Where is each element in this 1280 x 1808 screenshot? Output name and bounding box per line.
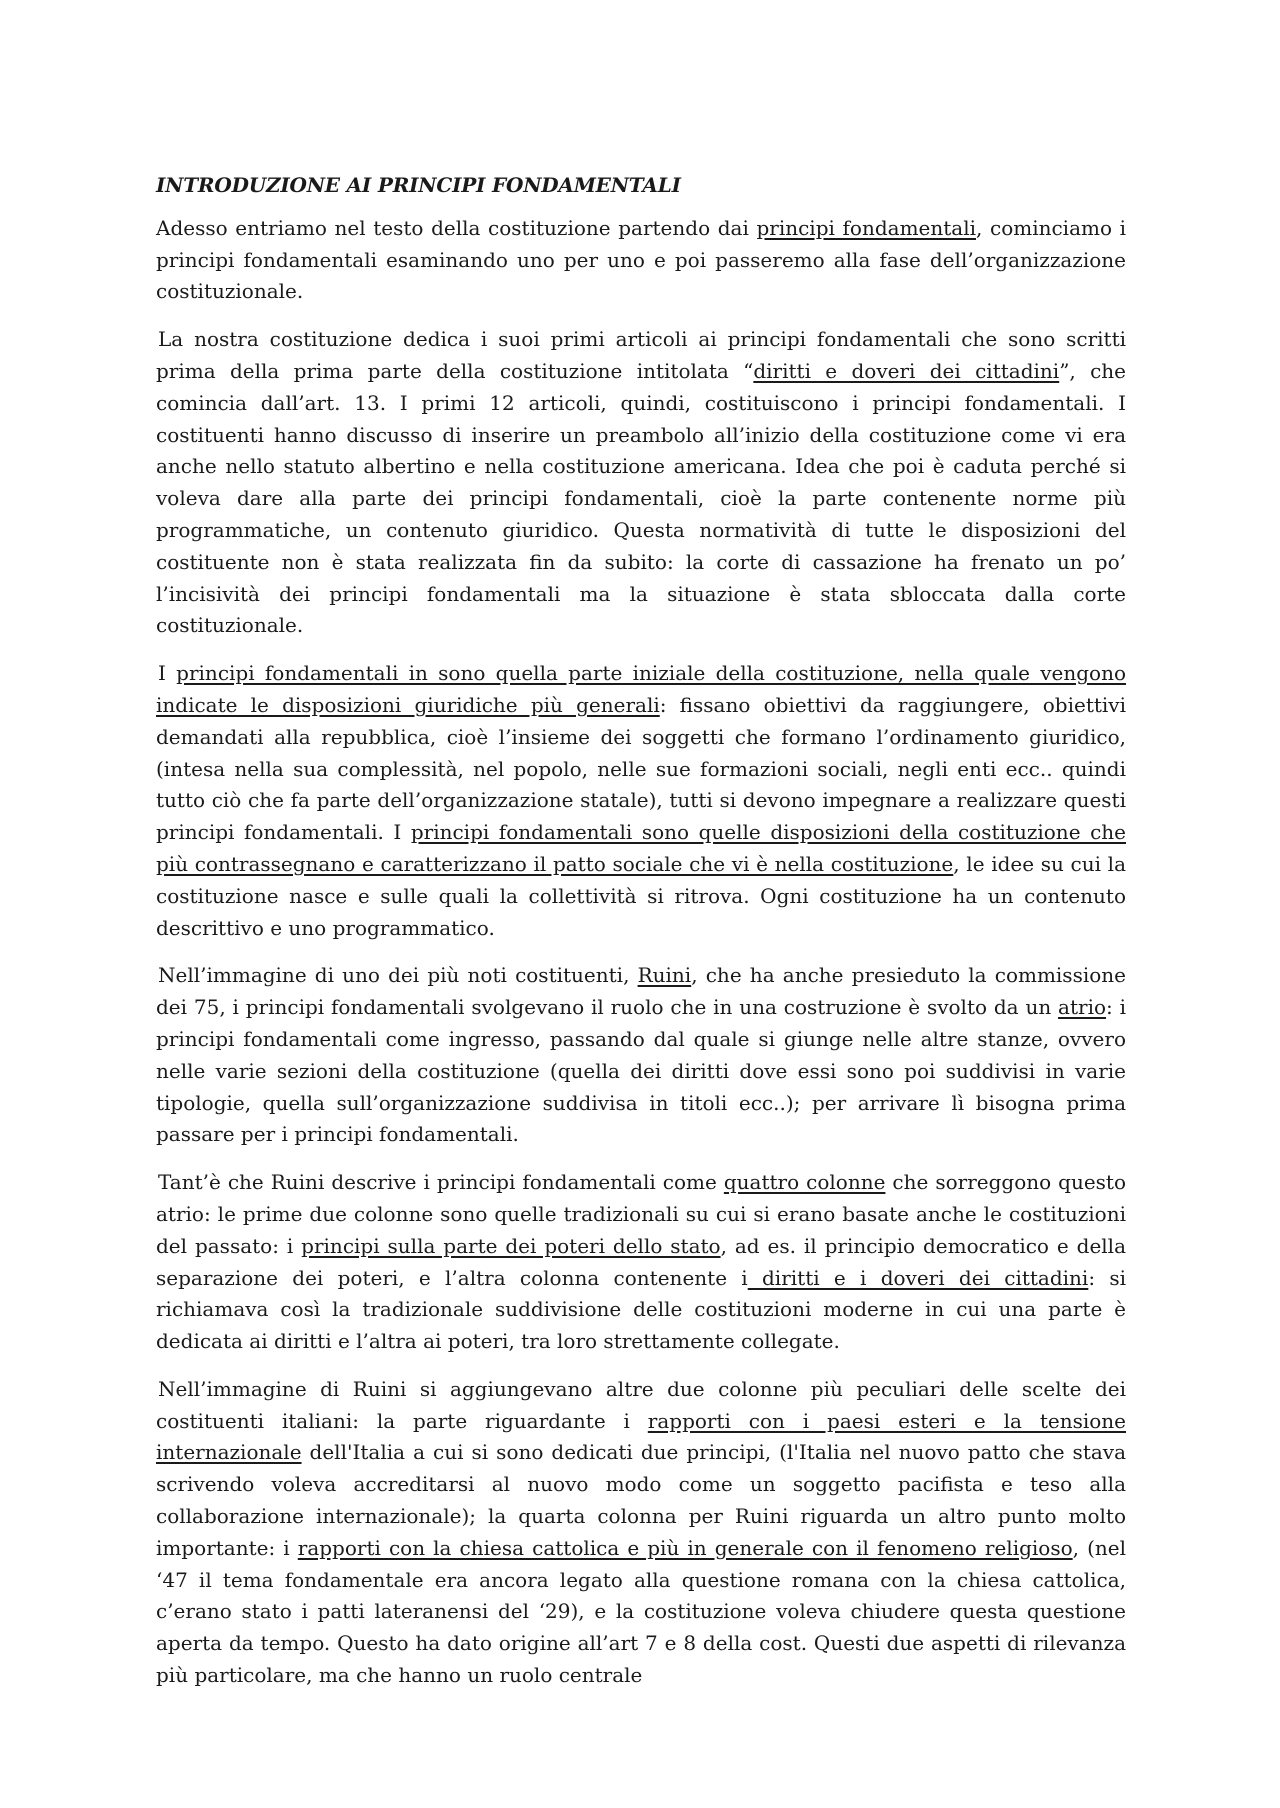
text-segment: ”, che comincia dall’art. 13. I primi 12 articoli, quindi, costituiscono i principi fondamentali. I costituenti hanno discusso di inserire un preambolo all’inizio della costituzione come vi era anche nello statuto albertino e nella costituzione americana. Idea che poi è caduta perché si voleva dare alla parte dei principi fondamentali, cioè la parte contenente norme più programmatiche, un contenuto giuridico. Questa normatività di tutte le disposizioni del costituente non è stata realizzata fin da subito: la corte di cassazione ha frenato un po’ l’incisività dei principi fondamentali ma la situazione è stata sbloccata dalla corte costituzionale. [156, 358, 1127, 638]
text-segment: Nell’immagine di Ruini si aggiungevano altre due colonne più peculiari delle scelte dei costituenti italiani: la parte riguardante i [156, 1376, 1126, 1433]
text-segment: , ad es. il principio democratico e della separazione dei poteri, e l’altra colonna contenente i [156, 1233, 1126, 1290]
paragraph-3 [156, 658, 1126, 944]
paragraph-6 [156, 1374, 1126, 1692]
underlined-segment: principi sulla parte dei poteri dello stato [301, 1233, 721, 1258]
underlined-segment: principi fondamentali in sono quella parte iniziale della costituzione, nella quale vengono indicate le disposizioni giuridiche più generali [156, 661, 1126, 717]
text-segment: che sorreggono questo atrio: le prime due colonne sono quelle tradizionali su cui si erano basate anche le costituzioni del passato: i [156, 1170, 1127, 1258]
underlined-segment: diritti e i doveri dei cittadini [747, 1265, 1089, 1290]
text-segment: Adesso entriamo nel testo della costituzione partendo dai [156, 215, 757, 240]
text-segment: , le idee su cui la costituzione nasce e sulle quali la collettività si ritrova. Ogni costituzione ha un contenuto descrittivo e uno programmatico. [156, 851, 1127, 940]
underlined-segment: quattro colonne [723, 1170, 886, 1195]
text-segment: , cominciamo i principi fondamentali esaminando uno per uno e poi passeremo alla fase dell’organizzazione costituzionale. [156, 215, 1127, 304]
text-segment: La nostra costituzione dedica i suoi primi articoli ai principi fondamentali che sono scritti prima della prima parte della costituzione intitolata “ [156, 327, 1126, 383]
text-segment: : fissano obiettivi da raggiungere, obiettivi demandati alla repubblica, cioè l’insieme dei soggetti che formano l’ordinamento giuridico, (intesa nella sua complessità, nel popolo, nelle sue formazioni sociali, negli enti ecc.. quindi tutto ciò che fa parte dell’organizzazione statale), tutti si devono impegnare a realizzare questi principi fondamentali. I [156, 692, 1126, 845]
paragraph-4 [156, 960, 1126, 1151]
underlined-segment: rapporti con i paesi esteri e la tensione internazionale [156, 1408, 1126, 1465]
text-segment: : si richiamava così la tradizionale suddivisione delle costituzioni moderne in cui una parte è dedicata ai diritti e l’altra ai poteri, tra loro strettamente collegate. [156, 1265, 1127, 1354]
underlined-segment: principi fondamentali [756, 215, 977, 240]
text-segment: I [158, 661, 177, 686]
paragraph-5 [156, 1167, 1126, 1358]
text-segment: , (nel ‘47 il tema fondamentale era ancora legato alla questione romana con la chiesa cattolica, c’erano stato i patti lateranensi del ‘29), e la costituzione voleva chiudere questa questione aperta da tempo. Questo ha dato origine all’art 7 e 8 della cost. Questi due aspetti di rilevanza più particolare, ma che hanno un ruolo centrale [156, 1535, 1126, 1688]
underlined-segment: atrio [1058, 995, 1107, 1020]
text-segment: Nell’immagine di uno dei più noti costituenti, [158, 963, 638, 988]
text-segment: dell'Italia a cui si sono dedicati due principi, (l'Italia nel nuovo patto che stava scrivendo voleva accreditarsi al nuovo modo come un soggetto pacifista e teso alla collaborazione internazionale); la quarta colonna per Ruini riguarda un altro punto molto importante: i [156, 1440, 1126, 1560]
paragraph-1 [156, 213, 1126, 308]
text-segment: : i principi fondamentali come ingresso, passando dal quale si giunge nelle altre stanze, ovvero nelle varie sezioni della costituzione (quella dei diritti dove essi sono poi suddivisi in varie tipologie, quella sull’organizzazione suddivisa in titoli ecc..); per arrivare lì bisogna prima passare per i principi fondamentali. [156, 995, 1126, 1147]
document-page [156, 170, 1126, 1708]
text-segment: Tant’è che Ruini descrive i principi fondamentali come [158, 1170, 724, 1195]
underlined-segment: rapporti con la chiesa cattolica e più in generale con il fenomeno religioso [297, 1535, 1073, 1560]
text-segment: , che ha anche presieduto la commissione dei 75, i principi fondamentali svolgevano il ruolo che in una costruzione è svolto da un [156, 963, 1126, 1020]
underlined-segment: Ruini [637, 963, 692, 988]
underlined-segment: diritti e doveri dei cittadini [753, 358, 1060, 383]
document-title: INTRODUZIONE AI PRINCIPI FONDAMENTALI [156, 173, 681, 197]
underlined-segment: principi fondamentali sono quelle disposizioni della costituzione che più contrassegnano e caratterizzano il patto sociale che vi è nella costituzione [156, 820, 1126, 876]
paragraph-2 [156, 324, 1126, 642]
